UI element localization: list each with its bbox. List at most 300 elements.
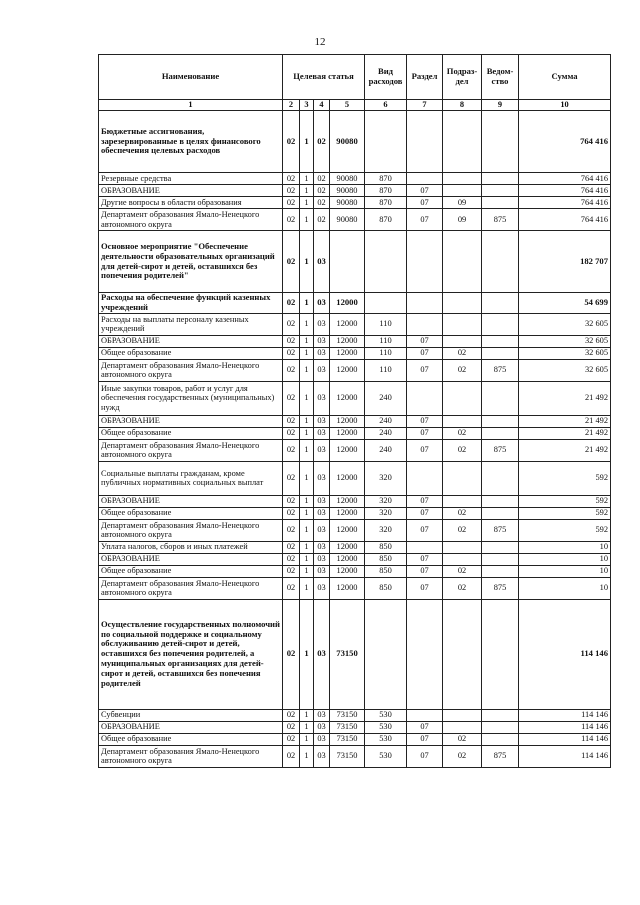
subsection bbox=[443, 173, 482, 185]
expense-type: 110 bbox=[365, 313, 407, 335]
target-part-3: 02 bbox=[314, 111, 330, 173]
department bbox=[482, 733, 519, 745]
target-part-4: 12000 bbox=[330, 565, 365, 577]
row-name: Департамент образования Ямало-Ненецкого автономного округа bbox=[99, 209, 283, 231]
target-part-4: 12000 bbox=[330, 519, 365, 541]
target-part-3: 03 bbox=[314, 461, 330, 495]
expense-type: 240 bbox=[365, 427, 407, 439]
target-part-3: 03 bbox=[314, 439, 330, 461]
target-part-4: 12000 bbox=[330, 359, 365, 381]
section bbox=[407, 313, 443, 335]
target-part-2: 1 bbox=[300, 293, 314, 314]
section bbox=[407, 231, 443, 293]
row-name: ОБРАЗОВАНИЕ bbox=[99, 335, 283, 347]
target-part-3: 03 bbox=[314, 721, 330, 733]
target-part-1: 02 bbox=[283, 185, 300, 197]
department bbox=[482, 313, 519, 335]
department bbox=[482, 709, 519, 721]
row-name: ОБРАЗОВАНИЕ bbox=[99, 721, 283, 733]
row-sum: 592 bbox=[519, 507, 611, 519]
expense-type: 870 bbox=[365, 209, 407, 231]
section: 07 bbox=[407, 439, 443, 461]
target-part-4: 90080 bbox=[330, 173, 365, 185]
section bbox=[407, 293, 443, 314]
header-row bbox=[99, 55, 611, 100]
row-sum: 114 146 bbox=[519, 721, 611, 733]
target-part-1: 02 bbox=[283, 541, 300, 553]
target-part-3: 02 bbox=[314, 197, 330, 209]
table-row bbox=[99, 381, 611, 415]
row-sum: 32 605 bbox=[519, 313, 611, 335]
target-part-1: 02 bbox=[283, 293, 300, 314]
expense-type: 870 bbox=[365, 197, 407, 209]
target-part-2: 1 bbox=[300, 495, 314, 507]
target-part-1: 02 bbox=[283, 721, 300, 733]
table-row bbox=[99, 721, 611, 733]
row-sum: 114 146 bbox=[519, 733, 611, 745]
target-part-1: 02 bbox=[283, 709, 300, 721]
target-part-1: 02 bbox=[283, 553, 300, 565]
target-part-2: 1 bbox=[300, 427, 314, 439]
target-part-2: 1 bbox=[300, 519, 314, 541]
table-row bbox=[99, 313, 611, 335]
target-part-4: 12000 bbox=[330, 313, 365, 335]
target-part-4: 73150 bbox=[330, 721, 365, 733]
department: 875 bbox=[482, 745, 519, 767]
department bbox=[482, 111, 519, 173]
target-part-4: 73150 bbox=[330, 733, 365, 745]
target-part-4: 12000 bbox=[330, 553, 365, 565]
row-sum: 114 146 bbox=[519, 709, 611, 721]
target-part-1: 02 bbox=[283, 335, 300, 347]
expense-type: 870 bbox=[365, 173, 407, 185]
department bbox=[482, 599, 519, 709]
row-sum: 21 492 bbox=[519, 439, 611, 461]
target-part-1: 02 bbox=[283, 347, 300, 359]
subsection bbox=[443, 313, 482, 335]
department bbox=[482, 461, 519, 495]
expense-type: 240 bbox=[365, 439, 407, 461]
section bbox=[407, 599, 443, 709]
target-part-2: 1 bbox=[300, 231, 314, 293]
target-part-4: 90080 bbox=[330, 197, 365, 209]
target-part-3: 03 bbox=[314, 745, 330, 767]
subsection bbox=[443, 231, 482, 293]
row-sum: 10 bbox=[519, 541, 611, 553]
subsection: 02 bbox=[443, 359, 482, 381]
row-sum: 54 699 bbox=[519, 293, 611, 314]
row-name: Резервные средства bbox=[99, 173, 283, 185]
table-row bbox=[99, 359, 611, 381]
department bbox=[482, 347, 519, 359]
target-part-4: 12000 bbox=[330, 495, 365, 507]
table-row bbox=[99, 507, 611, 519]
department bbox=[482, 335, 519, 347]
expense-type: 240 bbox=[365, 415, 407, 427]
row-sum: 114 146 bbox=[519, 745, 611, 767]
target-part-3: 03 bbox=[314, 231, 330, 293]
row-sum: 764 416 bbox=[519, 173, 611, 185]
subsection: 02 bbox=[443, 347, 482, 359]
department: 875 bbox=[482, 577, 519, 599]
target-part-2: 1 bbox=[300, 209, 314, 231]
subsection: 02 bbox=[443, 745, 482, 767]
target-part-3: 03 bbox=[314, 335, 330, 347]
target-part-2: 1 bbox=[300, 111, 314, 173]
department bbox=[482, 173, 519, 185]
row-name: ОБРАЗОВАНИЕ bbox=[99, 495, 283, 507]
expense-type: 850 bbox=[365, 541, 407, 553]
subsection bbox=[443, 293, 482, 314]
row-name: Бюджетные ассигнования, зарезервированные в целях финансового обеспечения целевых расходов bbox=[99, 111, 283, 173]
section: 07 bbox=[407, 565, 443, 577]
target-part-1: 02 bbox=[283, 519, 300, 541]
target-part-4: 73150 bbox=[330, 599, 365, 709]
subsection bbox=[443, 381, 482, 415]
row-name: Уплата налогов, сборов и иных платежей bbox=[99, 541, 283, 553]
row-sum: 10 bbox=[519, 565, 611, 577]
target-part-3: 03 bbox=[314, 347, 330, 359]
table-row bbox=[99, 111, 611, 173]
department bbox=[482, 415, 519, 427]
column-number: 1 bbox=[99, 100, 283, 111]
target-part-1: 02 bbox=[283, 507, 300, 519]
target-part-2: 1 bbox=[300, 197, 314, 209]
expense-type: 320 bbox=[365, 519, 407, 541]
table-row bbox=[99, 495, 611, 507]
column-number: 8 bbox=[443, 100, 482, 111]
expense-type: 110 bbox=[365, 347, 407, 359]
subsection: 02 bbox=[443, 577, 482, 599]
department bbox=[482, 185, 519, 197]
expense-type: 850 bbox=[365, 577, 407, 599]
column-number: 5 bbox=[330, 100, 365, 111]
row-name: Расходы на выплаты персоналу казенных учреждений bbox=[99, 313, 283, 335]
target-part-1: 02 bbox=[283, 599, 300, 709]
department bbox=[482, 427, 519, 439]
expense-type: 320 bbox=[365, 461, 407, 495]
expense-type: 530 bbox=[365, 733, 407, 745]
table-row bbox=[99, 439, 611, 461]
row-name: ОБРАЗОВАНИЕ bbox=[99, 185, 283, 197]
row-name: Осуществление государственных полномочий по социальной поддержке и социальному обслуживанию детей-сирот и детей, оставшихся без попечения родителей, а муниципальных организациях для детей-сирот и детей, оставшихся без попечения родителей bbox=[99, 599, 283, 709]
target-part-1: 02 bbox=[283, 733, 300, 745]
table-row bbox=[99, 599, 611, 709]
target-part-4: 12000 bbox=[330, 541, 365, 553]
header-department: Ведом-ство bbox=[482, 55, 519, 100]
subsection bbox=[443, 541, 482, 553]
row-sum: 10 bbox=[519, 553, 611, 565]
target-part-3: 03 bbox=[314, 565, 330, 577]
subsection bbox=[443, 185, 482, 197]
expense-type bbox=[365, 599, 407, 709]
target-part-4: 90080 bbox=[330, 185, 365, 197]
budget-table bbox=[98, 54, 611, 768]
department bbox=[482, 565, 519, 577]
table-row bbox=[99, 733, 611, 745]
department: 875 bbox=[482, 209, 519, 231]
target-part-4: 12000 bbox=[330, 577, 365, 599]
target-part-2: 1 bbox=[300, 381, 314, 415]
row-name: Общее образование bbox=[99, 427, 283, 439]
section bbox=[407, 709, 443, 721]
column-number-row bbox=[99, 100, 611, 111]
department bbox=[482, 231, 519, 293]
table-body bbox=[99, 111, 611, 768]
target-part-3: 03 bbox=[314, 709, 330, 721]
department bbox=[482, 293, 519, 314]
target-part-2: 1 bbox=[300, 709, 314, 721]
section: 07 bbox=[407, 427, 443, 439]
expense-type: 850 bbox=[365, 565, 407, 577]
row-name: Иные закупки товаров, работ и услуг для обеспечения государственных (муниципальных) нужд bbox=[99, 381, 283, 415]
target-part-3: 03 bbox=[314, 599, 330, 709]
table-row bbox=[99, 335, 611, 347]
row-sum: 592 bbox=[519, 461, 611, 495]
column-number: 7 bbox=[407, 100, 443, 111]
table-row bbox=[99, 197, 611, 209]
row-name: ОБРАЗОВАНИЕ bbox=[99, 415, 283, 427]
section bbox=[407, 461, 443, 495]
subsection bbox=[443, 495, 482, 507]
expense-type bbox=[365, 293, 407, 314]
row-sum: 764 416 bbox=[519, 185, 611, 197]
target-part-3: 03 bbox=[314, 495, 330, 507]
target-part-4: 12000 bbox=[330, 439, 365, 461]
expense-type: 110 bbox=[365, 335, 407, 347]
target-part-3: 03 bbox=[314, 415, 330, 427]
row-name: Основное мероприятие "Обеспечение деятельности образовательных организаций для детей-сирот и детей, оставшихся без попечения родителей" bbox=[99, 231, 283, 293]
target-part-3: 03 bbox=[314, 507, 330, 519]
header-name: Наименование bbox=[99, 55, 283, 100]
row-sum: 182 707 bbox=[519, 231, 611, 293]
target-part-3: 03 bbox=[314, 553, 330, 565]
target-part-1: 02 bbox=[283, 439, 300, 461]
subsection: 02 bbox=[443, 507, 482, 519]
target-part-3: 03 bbox=[314, 427, 330, 439]
target-part-1: 02 bbox=[283, 173, 300, 185]
table-row bbox=[99, 745, 611, 767]
expense-type: 530 bbox=[365, 721, 407, 733]
header-sum: Сумма bbox=[519, 55, 611, 100]
department bbox=[482, 495, 519, 507]
target-part-1: 02 bbox=[283, 461, 300, 495]
target-part-1: 02 bbox=[283, 745, 300, 767]
header-target-article: Целевая статья bbox=[283, 55, 365, 100]
expense-type bbox=[365, 231, 407, 293]
row-name: Общее образование bbox=[99, 507, 283, 519]
row-sum: 764 416 bbox=[519, 111, 611, 173]
target-part-2: 1 bbox=[300, 335, 314, 347]
target-part-1: 02 bbox=[283, 313, 300, 335]
target-part-4: 73150 bbox=[330, 709, 365, 721]
target-part-2: 1 bbox=[300, 721, 314, 733]
row-name: Департамент образования Ямало-Ненецкого автономного округа bbox=[99, 519, 283, 541]
target-part-4: 12000 bbox=[330, 335, 365, 347]
section: 07 bbox=[407, 577, 443, 599]
target-part-1: 02 bbox=[283, 359, 300, 381]
target-part-3: 03 bbox=[314, 313, 330, 335]
table-row bbox=[99, 231, 611, 293]
target-part-3: 03 bbox=[314, 541, 330, 553]
section: 07 bbox=[407, 519, 443, 541]
target-part-4 bbox=[330, 231, 365, 293]
target-part-4: 12000 bbox=[330, 507, 365, 519]
expense-type: 850 bbox=[365, 553, 407, 565]
header-subsection: Подраз-дел bbox=[443, 55, 482, 100]
department bbox=[482, 553, 519, 565]
section bbox=[407, 541, 443, 553]
expense-type: 530 bbox=[365, 745, 407, 767]
department bbox=[482, 381, 519, 415]
target-part-2: 1 bbox=[300, 313, 314, 335]
table-row bbox=[99, 577, 611, 599]
subsection bbox=[443, 721, 482, 733]
section bbox=[407, 381, 443, 415]
target-part-3: 03 bbox=[314, 293, 330, 314]
target-part-1: 02 bbox=[283, 209, 300, 231]
target-part-4: 90080 bbox=[330, 209, 365, 231]
target-part-2: 1 bbox=[300, 507, 314, 519]
subsection: 09 bbox=[443, 209, 482, 231]
target-part-2: 1 bbox=[300, 565, 314, 577]
section: 07 bbox=[407, 335, 443, 347]
subsection: 02 bbox=[443, 427, 482, 439]
table-row bbox=[99, 519, 611, 541]
target-part-4: 73150 bbox=[330, 745, 365, 767]
subsection: 02 bbox=[443, 439, 482, 461]
row-sum: 764 416 bbox=[519, 197, 611, 209]
column-number: 6 bbox=[365, 100, 407, 111]
row-name: Общее образование bbox=[99, 733, 283, 745]
table-row bbox=[99, 427, 611, 439]
section: 07 bbox=[407, 495, 443, 507]
target-part-1: 02 bbox=[283, 415, 300, 427]
target-part-2: 1 bbox=[300, 553, 314, 565]
department bbox=[482, 541, 519, 553]
target-part-2: 1 bbox=[300, 745, 314, 767]
target-part-1: 02 bbox=[283, 231, 300, 293]
header-expense-type: Вид расходов bbox=[365, 55, 407, 100]
department: 875 bbox=[482, 439, 519, 461]
table-row bbox=[99, 173, 611, 185]
column-number: 2 bbox=[283, 100, 300, 111]
row-name: Общее образование bbox=[99, 565, 283, 577]
section bbox=[407, 111, 443, 173]
section: 07 bbox=[407, 347, 443, 359]
expense-type: 530 bbox=[365, 709, 407, 721]
target-part-4: 12000 bbox=[330, 293, 365, 314]
target-part-3: 02 bbox=[314, 173, 330, 185]
target-part-2: 1 bbox=[300, 415, 314, 427]
target-part-3: 02 bbox=[314, 185, 330, 197]
row-sum: 32 605 bbox=[519, 347, 611, 359]
section: 07 bbox=[407, 745, 443, 767]
target-part-2: 1 bbox=[300, 347, 314, 359]
row-sum: 32 605 bbox=[519, 335, 611, 347]
section bbox=[407, 173, 443, 185]
department: 875 bbox=[482, 519, 519, 541]
header-section: Раздел bbox=[407, 55, 443, 100]
target-part-2: 1 bbox=[300, 185, 314, 197]
row-sum: 10 bbox=[519, 577, 611, 599]
target-part-3: 03 bbox=[314, 577, 330, 599]
column-number: 9 bbox=[482, 100, 519, 111]
target-part-1: 02 bbox=[283, 495, 300, 507]
row-sum: 114 146 bbox=[519, 599, 611, 709]
section: 07 bbox=[407, 553, 443, 565]
row-name: Департамент образования Ямало-Ненецкого автономного округа bbox=[99, 577, 283, 599]
target-part-3: 02 bbox=[314, 209, 330, 231]
row-name: ОБРАЗОВАНИЕ bbox=[99, 553, 283, 565]
target-part-4: 12000 bbox=[330, 381, 365, 415]
target-part-4: 12000 bbox=[330, 461, 365, 495]
target-part-2: 1 bbox=[300, 359, 314, 381]
section: 07 bbox=[407, 359, 443, 381]
column-number: 10 bbox=[519, 100, 611, 111]
expense-type: 110 bbox=[365, 359, 407, 381]
expense-type: 320 bbox=[365, 507, 407, 519]
target-part-2: 1 bbox=[300, 439, 314, 461]
department bbox=[482, 197, 519, 209]
table-row bbox=[99, 709, 611, 721]
subsection: 09 bbox=[443, 197, 482, 209]
target-part-1: 02 bbox=[283, 197, 300, 209]
section: 07 bbox=[407, 185, 443, 197]
table-row bbox=[99, 461, 611, 495]
table-row bbox=[99, 293, 611, 314]
page-number: 12 bbox=[314, 36, 326, 48]
section: 07 bbox=[407, 507, 443, 519]
target-part-4: 90080 bbox=[330, 111, 365, 173]
subsection bbox=[443, 111, 482, 173]
row-name: Общее образование bbox=[99, 347, 283, 359]
department bbox=[482, 721, 519, 733]
target-part-2: 1 bbox=[300, 599, 314, 709]
row-name: Другие вопросы в области образования bbox=[99, 197, 283, 209]
column-number: 4 bbox=[314, 100, 330, 111]
row-sum: 32 605 bbox=[519, 359, 611, 381]
target-part-2: 1 bbox=[300, 541, 314, 553]
expense-type: 320 bbox=[365, 495, 407, 507]
row-name: Субвенции bbox=[99, 709, 283, 721]
table-row bbox=[99, 415, 611, 427]
department bbox=[482, 507, 519, 519]
row-name: Социальные выплаты гражданам, кроме публичных нормативных социальных выплат bbox=[99, 461, 283, 495]
expense-type: 870 bbox=[365, 185, 407, 197]
table-row bbox=[99, 347, 611, 359]
target-part-4: 12000 bbox=[330, 415, 365, 427]
expense-type: 240 bbox=[365, 381, 407, 415]
table-row bbox=[99, 541, 611, 553]
target-part-1: 02 bbox=[283, 577, 300, 599]
subsection bbox=[443, 709, 482, 721]
table-row bbox=[99, 185, 611, 197]
target-part-3: 03 bbox=[314, 381, 330, 415]
section: 07 bbox=[407, 209, 443, 231]
expense-type bbox=[365, 111, 407, 173]
target-part-1: 02 bbox=[283, 111, 300, 173]
target-part-2: 1 bbox=[300, 577, 314, 599]
row-sum: 592 bbox=[519, 519, 611, 541]
column-number: 3 bbox=[300, 100, 314, 111]
target-part-3: 03 bbox=[314, 733, 330, 745]
section: 07 bbox=[407, 197, 443, 209]
target-part-3: 03 bbox=[314, 519, 330, 541]
target-part-1: 02 bbox=[283, 565, 300, 577]
row-sum: 764 416 bbox=[519, 209, 611, 231]
row-name: Расходы на обеспечение функций казенных учреждений bbox=[99, 293, 283, 314]
